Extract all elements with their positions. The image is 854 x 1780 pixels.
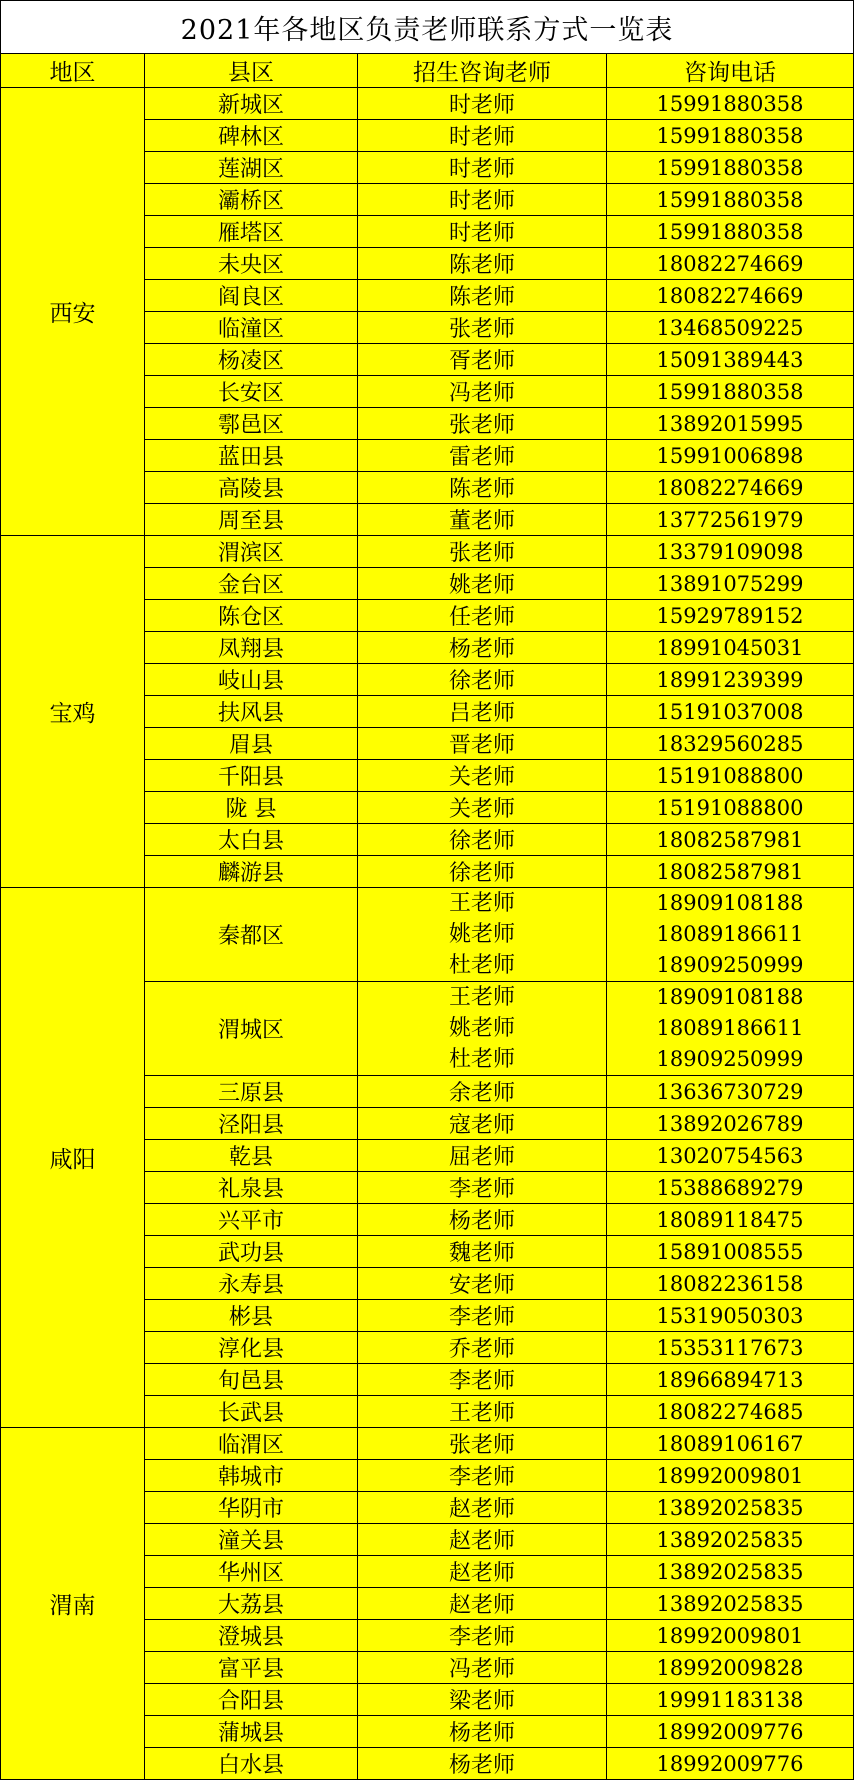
county-cell: 大荔县 <box>145 1588 358 1620</box>
teacher-cell: 吕老师 <box>358 696 607 728</box>
phone-cell: 13892025835 <box>607 1588 854 1620</box>
phone-cell <box>607 888 854 982</box>
teacher-cell: 关老师 <box>358 760 607 792</box>
county-cell: 永寿县 <box>145 1268 358 1300</box>
teacher-cell: 陈老师 <box>358 472 607 504</box>
teacher-cell: 时老师 <box>358 120 607 152</box>
teacher-cell: 余老师 <box>358 1076 607 1108</box>
teacher-cell: 杨老师 <box>358 1204 607 1236</box>
teacher-cell: 冯老师 <box>358 376 607 408</box>
teacher-cell: 李老师 <box>358 1364 607 1396</box>
county-cell: 华州区 <box>145 1556 358 1588</box>
header-region: 地区 <box>1 54 145 88</box>
table-row <box>1 88 854 120</box>
phone-cell: 15191088800 <box>607 792 854 824</box>
phone-cell: 15191088800 <box>607 760 854 792</box>
phone-cell: 19991183138 <box>607 1684 854 1716</box>
phone-cell: 15191037008 <box>607 696 854 728</box>
phone-cell: 13636730729 <box>607 1076 854 1108</box>
county-cell: 新城区 <box>145 88 358 120</box>
phone-cell: 15991006898 <box>607 440 854 472</box>
phone-cell: 18992009801 <box>607 1460 854 1492</box>
county-cell: 富平县 <box>145 1652 358 1684</box>
county-cell: 澄城县 <box>145 1620 358 1652</box>
phone-cell: 15353117673 <box>607 1332 854 1364</box>
phone-cell: 18992009828 <box>607 1652 854 1684</box>
teacher-cell: 李老师 <box>358 1172 607 1204</box>
phone-cell: 18992009801 <box>607 1620 854 1652</box>
county-cell: 三原县 <box>145 1076 358 1108</box>
teacher-cell: 董老师 <box>358 504 607 536</box>
phone-cell: 18082587981 <box>607 856 854 888</box>
teacher-name: 姚老师 <box>448 1016 515 1041</box>
county-cell: 岐山县 <box>145 664 358 696</box>
phone-cell: 18082587981 <box>607 824 854 856</box>
phone-cell: 18082236158 <box>607 1268 854 1300</box>
phone-cell: 13020754563 <box>607 1140 854 1172</box>
phone-cell: 15991880358 <box>607 120 854 152</box>
phone-cell: 13772561979 <box>607 504 854 536</box>
phone-cell: 18089106167 <box>607 1428 854 1460</box>
county-cell: 杨凌区 <box>145 344 358 376</box>
county-cell: 太白县 <box>145 824 358 856</box>
phone-cell: 13468509225 <box>607 312 854 344</box>
county-cell: 华阴市 <box>145 1492 358 1524</box>
region-cell: 宝鸡 <box>1 536 145 888</box>
county-cell: 陇 县 <box>145 792 358 824</box>
teacher-cell: 关老师 <box>358 792 607 824</box>
teacher-cell: 杨老师 <box>358 1716 607 1748</box>
county-cell: 莲湖区 <box>145 152 358 184</box>
teacher-cell <box>358 888 607 982</box>
teacher-cell: 赵老师 <box>358 1588 607 1620</box>
phone-number: 18089186611 <box>656 922 804 946</box>
phone-number: 18909108188 <box>656 985 804 1009</box>
table-row <box>1 888 854 982</box>
county-cell: 未央区 <box>145 248 358 280</box>
teacher-cell: 梁老师 <box>358 1684 607 1716</box>
teacher-name: 杜老师 <box>448 953 515 978</box>
teacher-cell: 王老师 <box>358 1396 607 1428</box>
table-row <box>1 536 854 568</box>
county-cell: 碑林区 <box>145 120 358 152</box>
county-cell: 阎良区 <box>145 280 358 312</box>
teacher-cell: 时老师 <box>358 184 607 216</box>
region-cell: 渭南 <box>1 1428 145 1780</box>
county-cell: 千阳县 <box>145 760 358 792</box>
county-cell: 蒲城县 <box>145 1716 358 1748</box>
phone-cell: 18991045031 <box>607 632 854 664</box>
header-teacher: 招生咨询老师 <box>358 54 607 88</box>
county-cell: 旬邑县 <box>145 1364 358 1396</box>
county-cell: 临潼区 <box>145 312 358 344</box>
county-cell: 秦都区 <box>145 888 358 982</box>
teacher-cell: 张老师 <box>358 536 607 568</box>
teacher-cell: 杨老师 <box>358 1748 607 1780</box>
county-cell: 雁塔区 <box>145 216 358 248</box>
phone-cell: 18992009776 <box>607 1748 854 1780</box>
teacher-cell: 李老师 <box>358 1620 607 1652</box>
teacher-cell: 陈老师 <box>358 248 607 280</box>
teacher-cell: 乔老师 <box>358 1332 607 1364</box>
county-cell: 临渭区 <box>145 1428 358 1460</box>
teacher-cell: 屈老师 <box>358 1140 607 1172</box>
phone-cell: 18089118475 <box>607 1204 854 1236</box>
county-cell: 潼关县 <box>145 1524 358 1556</box>
teacher-cell: 姚老师 <box>358 568 607 600</box>
phone-cell: 13892026789 <box>607 1108 854 1140</box>
phone-cell: 18329560285 <box>607 728 854 760</box>
phone-cell: 15991880358 <box>607 152 854 184</box>
teacher-cell <box>358 982 607 1076</box>
region-cell: 咸阳 <box>1 888 145 1428</box>
teacher-name: 杜老师 <box>448 1047 515 1072</box>
teacher-cell: 徐老师 <box>358 664 607 696</box>
teacher-cell: 时老师 <box>358 88 607 120</box>
phone-cell: 18966894713 <box>607 1364 854 1396</box>
teacher-cell: 晋老师 <box>358 728 607 760</box>
teacher-cell: 张老师 <box>358 312 607 344</box>
county-cell: 白水县 <box>145 1748 358 1780</box>
phone-cell: 15929789152 <box>607 600 854 632</box>
teacher-cell: 赵老师 <box>358 1492 607 1524</box>
phone-cell: 18991239399 <box>607 664 854 696</box>
phone-number: 18909250999 <box>656 953 804 977</box>
county-cell: 凤翔县 <box>145 632 358 664</box>
phone-cell: 18082274669 <box>607 472 854 504</box>
phone-cell: 15091389443 <box>607 344 854 376</box>
phone-cell <box>607 982 854 1076</box>
county-cell: 灞桥区 <box>145 184 358 216</box>
phone-cell: 18992009776 <box>607 1716 854 1748</box>
teacher-cell: 时老师 <box>358 216 607 248</box>
county-cell: 韩城市 <box>145 1460 358 1492</box>
county-cell: 泾阳县 <box>145 1108 358 1140</box>
county-cell: 合阳县 <box>145 1684 358 1716</box>
header-county: 县区 <box>145 54 358 88</box>
table-title: 2021年各地区负责老师联系方式一览表 <box>1 1 854 54</box>
county-cell: 武功县 <box>145 1236 358 1268</box>
table-body <box>1 88 854 1780</box>
county-cell: 长安区 <box>145 376 358 408</box>
phone-cell: 18082274669 <box>607 280 854 312</box>
header-phone: 咨询电话 <box>607 54 854 88</box>
teacher-cell: 李老师 <box>358 1460 607 1492</box>
teacher-cell: 安老师 <box>358 1268 607 1300</box>
table-row <box>1 1428 854 1460</box>
phone-cell: 13892015995 <box>607 408 854 440</box>
county-cell: 扶风县 <box>145 696 358 728</box>
phone-cell: 13892025835 <box>607 1556 854 1588</box>
region-cell: 西安 <box>1 88 145 536</box>
phone-cell: 15319050303 <box>607 1300 854 1332</box>
phone-number: 18909108188 <box>656 891 804 915</box>
county-cell: 高陵县 <box>145 472 358 504</box>
phone-cell: 13892025835 <box>607 1492 854 1524</box>
teacher-cell: 杨老师 <box>358 632 607 664</box>
teacher-cell: 陈老师 <box>358 280 607 312</box>
teacher-cell: 张老师 <box>358 408 607 440</box>
county-cell: 长武县 <box>145 1396 358 1428</box>
county-cell: 彬县 <box>145 1300 358 1332</box>
teacher-cell: 冯老师 <box>358 1652 607 1684</box>
teacher-name: 王老师 <box>448 985 515 1010</box>
county-cell: 兴平市 <box>145 1204 358 1236</box>
teacher-cell: 徐老师 <box>358 824 607 856</box>
phone-number: 18089186611 <box>656 1016 804 1040</box>
county-cell: 鄠邑区 <box>145 408 358 440</box>
phone-cell: 15891008555 <box>607 1236 854 1268</box>
phone-cell: 13379109098 <box>607 536 854 568</box>
county-cell: 金台区 <box>145 568 358 600</box>
teacher-cell: 任老师 <box>358 600 607 632</box>
county-cell: 麟游县 <box>145 856 358 888</box>
phone-cell: 15991880358 <box>607 216 854 248</box>
teacher-cell: 赵老师 <box>358 1556 607 1588</box>
teacher-cell: 寇老师 <box>358 1108 607 1140</box>
county-cell: 周至县 <box>145 504 358 536</box>
county-cell: 淳化县 <box>145 1332 358 1364</box>
teacher-cell: 张老师 <box>358 1428 607 1460</box>
county-cell: 陈仓区 <box>145 600 358 632</box>
county-cell: 礼泉县 <box>145 1172 358 1204</box>
teacher-cell: 雷老师 <box>358 440 607 472</box>
phone-cell: 13891075299 <box>607 568 854 600</box>
county-cell: 蓝田县 <box>145 440 358 472</box>
county-cell: 乾县 <box>145 1140 358 1172</box>
county-cell: 渭滨区 <box>145 536 358 568</box>
teacher-name: 王老师 <box>448 891 515 916</box>
teacher-cell: 时老师 <box>358 152 607 184</box>
teacher-name: 姚老师 <box>448 922 515 947</box>
county-cell: 渭城区 <box>145 982 358 1076</box>
phone-cell: 15388689279 <box>607 1172 854 1204</box>
county-cell: 眉县 <box>145 728 358 760</box>
teacher-cell: 徐老师 <box>358 856 607 888</box>
phone-cell: 13892025835 <box>607 1524 854 1556</box>
phone-cell: 18082274669 <box>607 248 854 280</box>
phone-cell: 18082274685 <box>607 1396 854 1428</box>
phone-cell: 15991880358 <box>607 184 854 216</box>
teacher-cell: 胥老师 <box>358 344 607 376</box>
teacher-cell: 赵老师 <box>358 1524 607 1556</box>
phone-number: 18909250999 <box>656 1047 804 1071</box>
teacher-cell: 魏老师 <box>358 1236 607 1268</box>
phone-cell: 15991880358 <box>607 376 854 408</box>
phone-cell: 15991880358 <box>607 88 854 120</box>
teacher-cell: 李老师 <box>358 1300 607 1332</box>
